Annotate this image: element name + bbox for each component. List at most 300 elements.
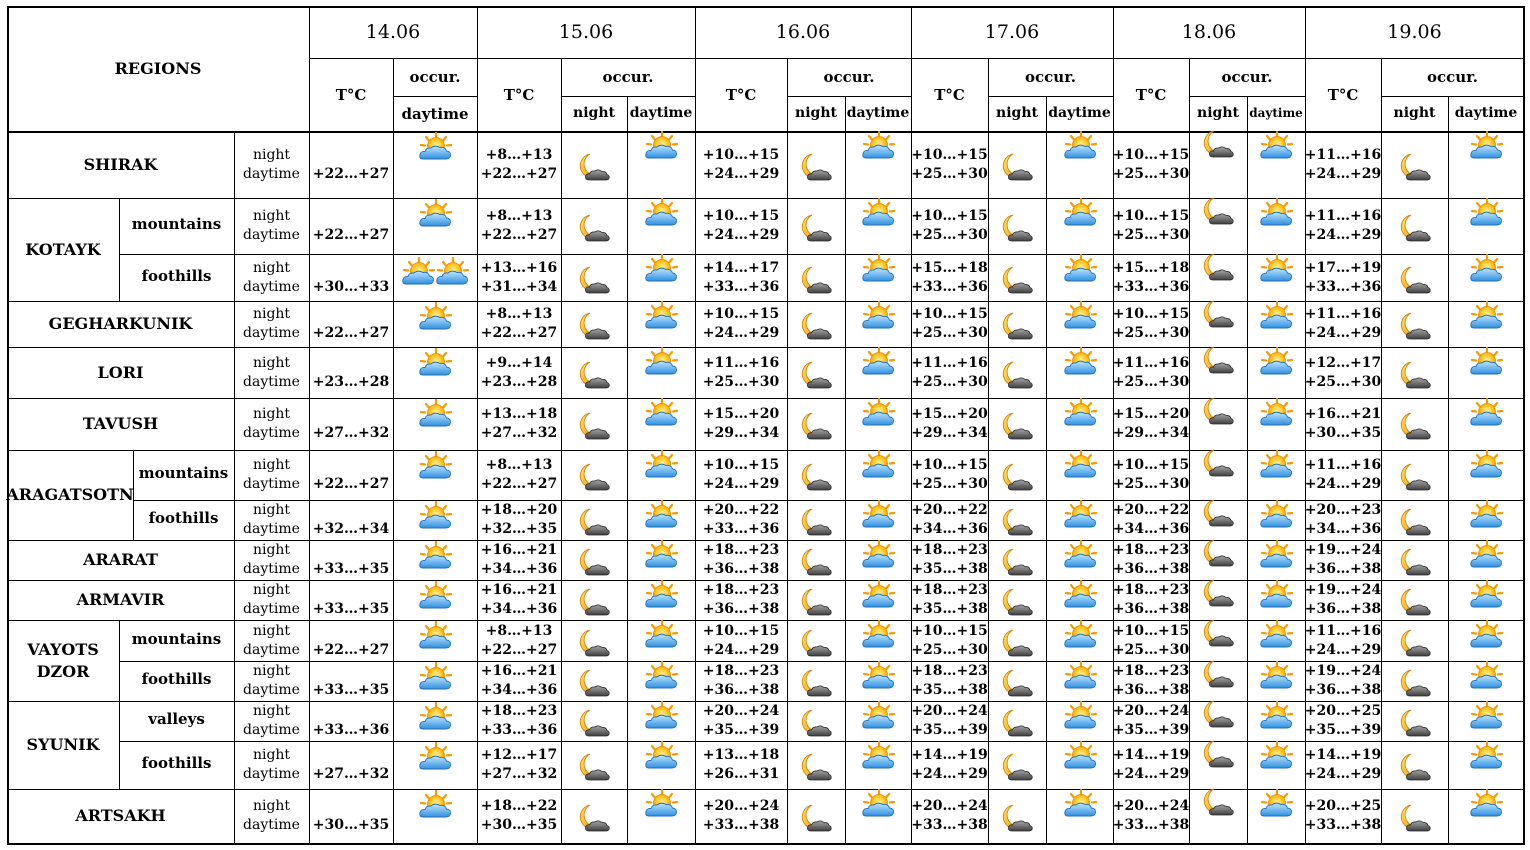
temp-7-1-daytime: +32…+35 bbox=[480, 521, 558, 537]
temp-13-3-night: +14…+19 bbox=[911, 747, 988, 763]
temp-4-3 bbox=[911, 354, 987, 392]
night-day-separator bbox=[1448, 96, 1449, 843]
temp-3-4 bbox=[1113, 305, 1189, 343]
period-labels-5-daytime: daytime bbox=[243, 425, 300, 441]
sun-cloud-icon bbox=[1259, 701, 1293, 735]
moon-cloud-icon bbox=[1398, 213, 1432, 247]
sun-cloud-icon bbox=[1469, 620, 1503, 654]
region-12: SYUNIK bbox=[26, 735, 100, 754]
region-8: ARARAT bbox=[83, 550, 158, 569]
occur-sub-line bbox=[988, 96, 1113, 97]
date-header-2: 16.06 bbox=[775, 21, 831, 43]
sun-cloud-icon bbox=[1063, 701, 1097, 735]
moon-cloud-icon bbox=[1398, 803, 1432, 837]
temp-4-5 bbox=[1305, 354, 1381, 392]
temp-4-0-daytime: +23…+28 bbox=[312, 373, 390, 390]
period-labels-0-daytime: daytime bbox=[243, 165, 300, 182]
sun-cloud-icon bbox=[644, 580, 678, 614]
sun-cloud-icon bbox=[861, 254, 895, 288]
region-14: ARTSAKH bbox=[75, 806, 166, 825]
period-labels-10 bbox=[243, 622, 300, 660]
temp-0-4-daytime: +25…+30 bbox=[1112, 165, 1190, 182]
period-labels-14 bbox=[243, 797, 300, 835]
subregion-2: foothills bbox=[141, 266, 212, 285]
temp-12-4-night: +20…+24 bbox=[1112, 703, 1190, 719]
occur-sub-line bbox=[787, 96, 911, 97]
temp-12-2 bbox=[703, 702, 779, 740]
period-labels-9-night: night bbox=[252, 582, 291, 598]
temp-11-2 bbox=[703, 662, 779, 700]
moon-cloud-icon bbox=[1398, 265, 1432, 299]
moon-cloud-icon bbox=[799, 803, 833, 837]
temp-6-5 bbox=[1305, 456, 1381, 494]
temp-7-2 bbox=[703, 501, 779, 539]
night-header-2: night bbox=[795, 105, 837, 121]
period-labels-12-night: night bbox=[252, 703, 291, 719]
temp-5-0 bbox=[313, 405, 389, 443]
sun-cloud-icon bbox=[418, 742, 452, 776]
moon-cloud-icon bbox=[799, 507, 833, 541]
moon-cloud-icon bbox=[1000, 213, 1034, 247]
moon-cloud-icon bbox=[1201, 448, 1235, 482]
temp-1-0-daytime: +22…+27 bbox=[312, 227, 390, 243]
night-header-5: night bbox=[1393, 105, 1436, 121]
temp-0-3-night: +10…+15 bbox=[911, 146, 988, 163]
moon-cloud-icon bbox=[1398, 507, 1432, 541]
temp-12-5-night: +20…+25 bbox=[1304, 703, 1382, 719]
period-labels-8 bbox=[243, 541, 300, 579]
temp-11-4-daytime: +36…+38 bbox=[1112, 682, 1190, 698]
temp-3-3-night: +10…+15 bbox=[911, 306, 988, 322]
sun-cloud-icon bbox=[1259, 254, 1293, 288]
temp-1-4-daytime: +25…+30 bbox=[1112, 227, 1190, 243]
temp-14-0-daytime: +30…+35 bbox=[312, 817, 390, 833]
region-6: ARAGATSOTN bbox=[6, 485, 134, 504]
temp-3-2 bbox=[703, 305, 779, 343]
subregion-12: valleys bbox=[148, 710, 205, 728]
temp-5-2-daytime: +29…+34 bbox=[702, 425, 780, 441]
temp-10-3-daytime: +25…+30 bbox=[911, 641, 988, 658]
sun-cloud-icon bbox=[1063, 131, 1097, 165]
temp-8-2-night: +18…+23 bbox=[702, 542, 780, 558]
night-header-4: night bbox=[1197, 105, 1239, 121]
temp-1-1-daytime: +22…+27 bbox=[480, 227, 558, 243]
temp-8-1-night: +16…+21 bbox=[480, 542, 558, 558]
moon-cloud-icon bbox=[1398, 360, 1432, 394]
temp-3-0 bbox=[313, 305, 389, 343]
sun-cloud-icon bbox=[418, 541, 452, 575]
occur-header-2: occur. bbox=[823, 68, 875, 86]
temp-9-2-daytime: +36…+38 bbox=[702, 601, 780, 617]
sun-cloud-icon bbox=[418, 662, 452, 696]
date-header-5: 19.06 bbox=[1387, 21, 1442, 43]
moon-cloud-icon bbox=[1398, 547, 1432, 581]
temp-4-0 bbox=[313, 354, 389, 392]
temp-2-2 bbox=[703, 259, 779, 297]
moon-cloud-icon bbox=[577, 507, 611, 541]
temp-4-1-daytime: +23…+28 bbox=[480, 373, 558, 390]
region-3: GEGHARKUNIK bbox=[48, 314, 193, 333]
moon-cloud-icon bbox=[1201, 396, 1235, 430]
temp-8-0 bbox=[313, 541, 389, 579]
temp-6-3-night: +10…+15 bbox=[911, 457, 988, 473]
period-labels-6-night: night bbox=[252, 457, 291, 473]
moon-cloud-icon bbox=[799, 213, 833, 247]
period-labels-3 bbox=[243, 305, 300, 343]
temp-0-5-daytime: +24…+29 bbox=[1304, 165, 1382, 182]
sun-cloud-icon bbox=[644, 789, 678, 823]
night-day-separator bbox=[1046, 96, 1047, 843]
temp-9-0 bbox=[313, 581, 389, 619]
temp-6-1-daytime: +22…+27 bbox=[480, 476, 558, 492]
occur-header-3: occur. bbox=[1025, 68, 1076, 86]
moon-cloud-icon bbox=[1201, 129, 1235, 163]
sun-cloud-icon bbox=[644, 661, 678, 695]
temp-0-1-daytime: +22…+27 bbox=[480, 165, 558, 182]
sun-cloud-icon bbox=[1469, 789, 1503, 823]
sun-cloud-icon bbox=[1469, 301, 1503, 335]
temp-2-1 bbox=[481, 259, 557, 297]
temp-0-0 bbox=[313, 146, 389, 184]
temp-3-5-daytime: +24…+29 bbox=[1304, 325, 1382, 341]
temp-2-3 bbox=[911, 259, 987, 297]
temp-13-3 bbox=[911, 746, 987, 784]
temp-14-2 bbox=[703, 797, 779, 835]
date-row-line bbox=[309, 58, 1524, 59]
temp-2-0-night bbox=[313, 259, 389, 278]
temp-2-5-night: +17…+19 bbox=[1304, 259, 1382, 276]
temp-0-5 bbox=[1305, 146, 1381, 184]
temp-13-5-night: +14…+19 bbox=[1304, 747, 1382, 763]
subregion-13: foothills bbox=[141, 754, 212, 772]
temp-4-2 bbox=[703, 354, 779, 392]
table-border-bottom bbox=[7, 843, 1525, 845]
temp-3-5 bbox=[1305, 305, 1381, 343]
sun-cloud-icon bbox=[861, 500, 895, 534]
temp-5-2-night: +15…+20 bbox=[702, 406, 780, 422]
sun-cloud-icon bbox=[1259, 661, 1293, 695]
temp-8-0-night bbox=[313, 541, 389, 560]
temp-3-2-daytime: +24…+29 bbox=[702, 325, 780, 341]
temp-6-4 bbox=[1113, 456, 1189, 494]
sub-col-line bbox=[119, 620, 120, 701]
moon-cloud-icon bbox=[1398, 752, 1432, 786]
sun-cloud-icon bbox=[644, 450, 678, 484]
temp-9-5-night: +19…+24 bbox=[1304, 582, 1382, 598]
temp-11-2-night: +18…+23 bbox=[702, 663, 780, 679]
moon-cloud-icon bbox=[799, 462, 833, 496]
moon-cloud-icon bbox=[1000, 265, 1034, 299]
date-header-3: 17.06 bbox=[984, 21, 1040, 43]
sun-cloud-icon bbox=[1063, 789, 1097, 823]
day-separator bbox=[477, 6, 478, 843]
subregion-10: mountains bbox=[131, 629, 222, 648]
date-header-0: 14.06 bbox=[365, 21, 421, 43]
temp-14-1 bbox=[481, 797, 557, 835]
temp-14-5 bbox=[1305, 797, 1381, 835]
sun-cloud-icon bbox=[1469, 540, 1503, 574]
temp-1-0 bbox=[313, 207, 389, 245]
moon-cloud-icon bbox=[1000, 507, 1034, 541]
moon-cloud-icon bbox=[1000, 587, 1034, 621]
moon-cloud-icon bbox=[1398, 628, 1432, 662]
temp-14-4-daytime: +33…+38 bbox=[1112, 817, 1190, 833]
sun-cloud-icon bbox=[644, 741, 678, 775]
temp-6-2 bbox=[703, 456, 779, 494]
temp-11-0-daytime: +33…+35 bbox=[312, 682, 390, 698]
period-labels-3-night: night bbox=[252, 306, 291, 322]
daytime-header-4: daytime bbox=[1249, 106, 1303, 120]
temp-8-2-daytime: +36…+38 bbox=[702, 561, 780, 577]
temp-14-4 bbox=[1113, 797, 1189, 835]
temp-10-0-night bbox=[313, 622, 389, 641]
temp-3-1-daytime: +22…+27 bbox=[480, 325, 558, 341]
temp-6-4-night: +10…+15 bbox=[1112, 457, 1190, 473]
temp-header-2: T°C bbox=[725, 86, 757, 104]
temp-7-2-night: +20…+22 bbox=[702, 502, 780, 518]
temp-8-3-daytime: +35…+38 bbox=[911, 561, 988, 577]
temp-7-4-daytime: +34…+36 bbox=[1112, 521, 1190, 537]
temp-6-0-night bbox=[313, 456, 389, 475]
sun-cloud-icon bbox=[1063, 620, 1097, 654]
daytime-header-2: daytime bbox=[846, 105, 910, 121]
moon-cloud-icon bbox=[1201, 618, 1235, 652]
temp-7-5-daytime: +34…+36 bbox=[1304, 521, 1382, 537]
temp-header-0: T°C bbox=[335, 86, 367, 104]
row-line bbox=[119, 254, 1524, 255]
temp-13-2 bbox=[703, 746, 779, 784]
temp-2-3-night: +15…+18 bbox=[911, 259, 988, 276]
period-labels-8-daytime: daytime bbox=[243, 561, 300, 577]
period-labels-1-night: night bbox=[252, 208, 291, 224]
temp-11-3-daytime: +35…+38 bbox=[911, 682, 988, 698]
occur-header-5: occur. bbox=[1427, 68, 1478, 86]
temp-5-3 bbox=[911, 405, 987, 443]
period-labels-0-night: night bbox=[252, 146, 291, 163]
period-labels-11-daytime: daytime bbox=[243, 682, 300, 698]
sun-cloud-icon bbox=[1063, 540, 1097, 574]
sun-cloud-icon bbox=[644, 540, 678, 574]
temp-3-0-daytime: +22…+27 bbox=[312, 325, 390, 341]
temp-4-2-daytime: +25…+30 bbox=[702, 373, 780, 390]
sun-cloud-icon bbox=[418, 702, 452, 736]
period-labels-2-night: night bbox=[252, 259, 291, 276]
temp-header-1: T°C bbox=[503, 86, 535, 104]
daytime-header-5: daytime bbox=[1454, 105, 1518, 121]
temp-3-0-night bbox=[313, 305, 389, 324]
sun-cloud-icon bbox=[861, 540, 895, 574]
occur-sub-line bbox=[1189, 96, 1305, 97]
sun-cloud-icon bbox=[1469, 347, 1503, 381]
moon-cloud-icon bbox=[799, 628, 833, 662]
temp-0-1-night: +8…+13 bbox=[485, 146, 553, 163]
date-header-1: 15.06 bbox=[558, 21, 614, 43]
temp-5-1 bbox=[481, 405, 557, 443]
temp-9-5-daytime: +36…+38 bbox=[1304, 601, 1382, 617]
period-labels-5-night: night bbox=[252, 406, 291, 422]
temp-2-5 bbox=[1305, 259, 1381, 297]
sun-cloud-icon bbox=[644, 254, 678, 288]
sun-cloud-icon bbox=[1259, 741, 1293, 775]
occur-header-1: occur. bbox=[602, 68, 654, 86]
temp-13-5-daytime: +24…+29 bbox=[1304, 766, 1382, 782]
temp-6-0 bbox=[313, 456, 389, 494]
period-labels-0 bbox=[243, 146, 300, 184]
temp-9-3-night: +18…+23 bbox=[911, 582, 988, 598]
period-labels-4-night: night bbox=[252, 354, 291, 371]
temp-12-4 bbox=[1113, 702, 1189, 740]
temp-9-3 bbox=[911, 581, 987, 619]
moon-cloud-icon bbox=[1000, 462, 1034, 496]
moon-cloud-icon bbox=[1398, 411, 1432, 445]
temp-4-2-night: +11…+16 bbox=[702, 354, 780, 371]
temp-14-5-night: +20…+25 bbox=[1304, 798, 1382, 814]
temp-13-2-night: +13…+18 bbox=[702, 747, 780, 763]
temp-10-0-daytime: +22…+27 bbox=[312, 641, 390, 658]
temp-3-4-daytime: +25…+30 bbox=[1112, 325, 1190, 341]
temp-11-3-night: +18…+23 bbox=[911, 663, 988, 679]
temp-12-1 bbox=[481, 702, 557, 740]
temp-12-1-daytime: +33…+36 bbox=[480, 722, 558, 738]
occur-sub-line bbox=[1381, 96, 1524, 97]
daytime-header-1: daytime bbox=[629, 105, 693, 121]
sun-cloud-icon bbox=[1259, 580, 1293, 614]
temp-0-5-night: +11…+16 bbox=[1304, 146, 1382, 163]
date-header-4: 18.06 bbox=[1181, 21, 1237, 43]
moon-cloud-icon bbox=[1000, 152, 1034, 186]
moon-cloud-icon bbox=[799, 360, 833, 394]
temp-10-3-night: +10…+15 bbox=[911, 622, 988, 639]
subregion-6: mountains bbox=[138, 464, 229, 482]
temp-6-2-night: +10…+15 bbox=[702, 457, 780, 473]
temp-1-5-daytime: +24…+29 bbox=[1304, 227, 1382, 243]
period-labels-4 bbox=[243, 354, 300, 392]
temp-7-2-daytime: +33…+36 bbox=[702, 521, 780, 537]
temp-13-1-daytime: +27…+32 bbox=[480, 766, 558, 782]
temp-14-3-night: +20…+24 bbox=[911, 798, 988, 814]
temp-5-5-daytime: +30…+35 bbox=[1304, 425, 1382, 441]
temp-3-1 bbox=[481, 305, 557, 343]
moon-cloud-icon bbox=[1398, 708, 1432, 742]
temp-14-0 bbox=[313, 797, 389, 835]
temp-7-0-daytime: +32…+34 bbox=[312, 521, 390, 537]
sun-cloud-icon bbox=[418, 451, 452, 485]
temp-7-3-night: +20…+22 bbox=[911, 502, 988, 518]
moon-cloud-icon bbox=[799, 752, 833, 786]
temp-11-5-daytime: +36…+38 bbox=[1304, 682, 1382, 698]
temp-1-4-night: +10…+15 bbox=[1112, 208, 1190, 224]
temp-10-2 bbox=[703, 622, 779, 660]
temp-8-1 bbox=[481, 541, 557, 579]
temp-14-1-night: +18…+22 bbox=[480, 798, 558, 814]
moon-cloud-icon bbox=[799, 411, 833, 445]
temp-5-1-daytime: +27…+32 bbox=[480, 425, 558, 441]
temp-11-0 bbox=[313, 662, 389, 700]
sun-cloud-icon bbox=[418, 501, 452, 535]
moon-cloud-icon bbox=[1398, 587, 1432, 621]
sun-cloud-icon bbox=[1259, 398, 1293, 432]
temp-11-4 bbox=[1113, 662, 1189, 700]
moon-cloud-icon bbox=[799, 311, 833, 345]
period-labels-8-night: night bbox=[252, 542, 291, 558]
moon-cloud-icon bbox=[1201, 196, 1235, 230]
sun-cloud-icon bbox=[418, 581, 452, 615]
temp-10-5-night: +11…+16 bbox=[1304, 622, 1382, 639]
moon-cloud-icon bbox=[1000, 752, 1034, 786]
temp-0-2 bbox=[703, 146, 779, 184]
sun-cloud-icon bbox=[418, 302, 452, 336]
temp-11-1-daytime: +34…+36 bbox=[480, 682, 558, 698]
temp-2-5-daytime: +33…+36 bbox=[1304, 278, 1382, 295]
region-9: ARMAVIR bbox=[76, 590, 165, 609]
sun-cloud-icon bbox=[861, 620, 895, 654]
sun-cloud-icon bbox=[1469, 701, 1503, 735]
temp-4-3-daytime: +25…+30 bbox=[911, 373, 988, 390]
temp-header-4: T°C bbox=[1135, 86, 1167, 104]
temp-7-0-night bbox=[313, 501, 389, 520]
night-day-separator bbox=[845, 96, 846, 843]
sun-cloud-icon bbox=[418, 790, 452, 824]
temp-9-1-daytime: +34…+36 bbox=[480, 601, 558, 617]
sun-cloud-icon bbox=[644, 301, 678, 335]
temp-12-5-daytime: +35…+39 bbox=[1304, 722, 1382, 738]
temp-6-5-daytime: +24…+29 bbox=[1304, 476, 1382, 492]
moon-cloud-icon bbox=[799, 152, 833, 186]
temp-5-1-night: +13…+18 bbox=[480, 406, 558, 422]
sun-cloud-icon bbox=[1469, 398, 1503, 432]
temp-1-2-night: +10…+15 bbox=[702, 208, 780, 224]
sun-cloud-icon bbox=[861, 450, 895, 484]
moon-cloud-icon bbox=[577, 360, 611, 394]
temp-12-2-night: +20…+24 bbox=[702, 703, 780, 719]
moon-cloud-icon bbox=[1201, 538, 1235, 572]
moon-cloud-icon bbox=[1201, 299, 1235, 333]
temp-5-4-night: +15…+20 bbox=[1112, 406, 1190, 422]
moon-cloud-icon bbox=[1398, 311, 1432, 345]
sun-cloud-icon bbox=[1469, 198, 1503, 232]
sun-cloud-icon bbox=[1259, 347, 1293, 381]
sun-cloud-icon bbox=[861, 661, 895, 695]
sun-cloud-icon bbox=[1063, 580, 1097, 614]
period-labels-13-daytime: daytime bbox=[243, 766, 300, 782]
temp-14-4-night: +20…+24 bbox=[1112, 798, 1190, 814]
period-labels-7 bbox=[243, 501, 300, 539]
sun-cloud-icon bbox=[644, 701, 678, 735]
temp-2-2-night: +14…+17 bbox=[702, 259, 780, 276]
period-labels-4-daytime: daytime bbox=[243, 373, 300, 390]
subregion-11: foothills bbox=[141, 670, 212, 688]
period-labels-1 bbox=[243, 207, 300, 245]
moon-cloud-icon bbox=[577, 311, 611, 345]
temp-7-5-night: +20…+23 bbox=[1304, 502, 1382, 518]
sun-cloud-icon bbox=[1063, 254, 1097, 288]
moon-cloud-icon bbox=[1000, 311, 1034, 345]
moon-cloud-icon bbox=[577, 213, 611, 247]
temp-0-3-daytime: +25…+30 bbox=[911, 165, 988, 182]
temp-7-5 bbox=[1305, 501, 1381, 539]
sun-cloud-icon bbox=[1259, 131, 1293, 165]
temp-9-2 bbox=[703, 581, 779, 619]
temp-6-3-daytime: +25…+30 bbox=[911, 476, 988, 492]
temp-6-0-daytime: +22…+27 bbox=[312, 476, 390, 492]
temp-4-4 bbox=[1113, 354, 1189, 392]
temp-9-3-daytime: +35…+38 bbox=[911, 601, 988, 617]
temp-8-3 bbox=[911, 541, 987, 579]
temp-13-4-daytime: +24…+29 bbox=[1112, 766, 1190, 782]
sun-cloud-icon bbox=[861, 701, 895, 735]
temp-6-5-night: +11…+16 bbox=[1304, 457, 1382, 473]
moon-cloud-icon bbox=[1000, 803, 1034, 837]
